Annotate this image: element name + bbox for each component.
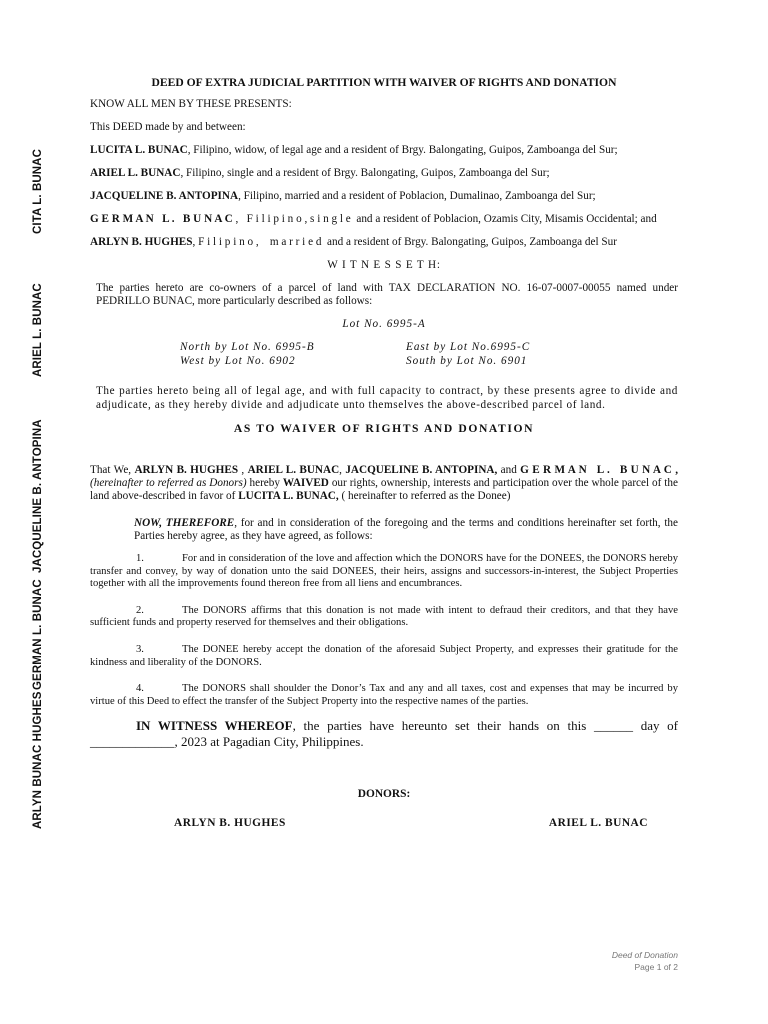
waiver-text: our rights, ownership, interests and participation over the whole parcel of the land above-described in favor of: [90, 477, 681, 502]
document-title: DEED OF EXTRA JUDICIAL PARTITION WITH WAIVER OF RIGHTS AND DONATION: [151, 76, 617, 89]
lot-heading: Lot No. 6995-A: [342, 318, 426, 330]
side-name-german: GERMAN L. BUNAC: [32, 579, 44, 690]
footer-page-number: Page 1 of 2: [634, 962, 678, 972]
lot-east: East by Lot No.6995-C: [406, 341, 531, 353]
waiver-donors-note: (hereinafter to referred as Donors): [90, 477, 247, 489]
waiver-donee-name: LUCITA L. BUNAC,: [238, 490, 339, 502]
signatories-row: [90, 817, 678, 830]
clause-text: The DONORS shall shoulder the Donor’s Tax and any and all taxes, cost and expenses that may be incurred by virtue of this Deed to effect the transfer of the Subject Property into the respective names of the parties.: [90, 683, 678, 707]
in-witness-lead: IN WITNESS WHEREOF: [136, 718, 293, 734]
waiver-name: ARIEL L. BUNAC: [247, 464, 340, 476]
waiver-heading: AS TO WAIVER OF RIGHTS AND DONATION: [233, 422, 535, 435]
party-name: JACQUELINE B. ANTOPINA: [90, 190, 239, 202]
waiver-paragraph: [90, 451, 681, 503]
waiver-text: hereby: [246, 477, 283, 489]
in-witness-paragraph: [90, 718, 678, 750]
party-ariel: [90, 167, 678, 180]
side-name-ariel: ARIEL L. BUNAC: [32, 283, 44, 377]
waiver-text: ( hereinafter to referred as the Donee): [338, 490, 511, 502]
clause-text: The DONORS affirms that this donation is not made with intent to defraud their creditors, and that they have sufficient funds and property reserved for themselves and their obligations.: [90, 604, 678, 629]
party-desc: , Filipino, married and a resident of Poblacion, Dumalinao, Zamboanga del Sur;: [238, 190, 596, 202]
coowners-paragraph: The parties hereto are co-owners of a parcel of land with TAX DECLARATION NO. 16-07-0007-00055 named under PEDRILLO BUNAC, more particularly described as follows:: [96, 282, 678, 307]
this-deed-line: This DEED made by and between:: [90, 121, 246, 133]
witnesseth-heading: W I T N E S S E T H:: [327, 259, 441, 271]
party-lucita: [90, 144, 678, 157]
divide-paragraph: The parties hereto being all of legal age, and with full capacity to contract, by these presents agree to divide and adjudicate, as they hereby divide and adjudicate unto themselves the above-described parcel of land.: [96, 385, 678, 411]
document-body: [90, 76, 681, 830]
party-name: ARIEL L. BUNAC: [90, 167, 181, 179]
clause-1: [90, 553, 678, 591]
now-therefore-lead: NOW, THEREFORE: [134, 517, 235, 529]
footer-doc-title: Deed of Donation: [611, 950, 678, 960]
in-witness-text: , the parties have hereunto set their hands on this ______ day of _____________, 2023 at Pagadian City, Philippines.: [90, 718, 679, 750]
side-name-arlyn: ARLYN BUNAC HUGHES: [32, 691, 44, 829]
clause-text: For and in consideration of the love and affection which the DONORS have for the DONEES, the DONORS hereby transfer and convey, by way of donation unto the said DONEES, their heirs, assigns and successors-in-interest, the Subject Properties together with all the improvements found thereon free from all liens and encumbrances.: [90, 553, 678, 590]
waiver-waived: WAIVED: [282, 477, 329, 489]
waiver-name: G E R M A N L . B U N A C ,: [520, 464, 678, 476]
party-jacqueline: [90, 190, 678, 203]
side-name-jacqueline: JACQUELINE B. ANTOPINA: [32, 419, 44, 573]
waiver-text: ,: [339, 464, 346, 476]
waiver-text: and: [497, 464, 521, 476]
waiver-text: That We,: [90, 464, 135, 476]
clause-number: 2.: [136, 604, 144, 616]
lot-south: South by Lot No. 6901: [406, 355, 528, 367]
waiver-name: JACQUELINE B. ANTOPINA,: [345, 464, 498, 476]
party-desc: , Filipino, single and a resident of Brgy. Balongating, Guipos, Zamboanga del Sur;: [180, 167, 550, 179]
party-desc: and a resident of Poblacion, Ozamis City, Misamis Occidental; and: [353, 213, 657, 225]
clause-number: 3.: [136, 643, 144, 655]
signatory-arlyn: ARLYN B. HUGHES: [174, 817, 286, 830]
clause-2: [90, 605, 678, 630]
page-footer: [612, 949, 678, 973]
lot-boundaries: [180, 341, 678, 368]
know-all-line: KNOW ALL MEN BY THESE PRESENTS:: [90, 98, 292, 110]
lot-west: West by Lot No. 6902: [180, 355, 296, 367]
party-desc-spaced: , F i l i p i n o , s i n g l e: [232, 213, 354, 225]
signatory-ariel: ARIEL L. BUNAC: [548, 817, 648, 830]
waiver-name: ARLYN B. HUGHES: [134, 464, 239, 476]
party-german: [90, 213, 678, 226]
clause-text: The DONEE hereby accept the donation of the aforesaid Subject Property, and expresses their gratitude for the kindness and liberality of the DONORS.: [90, 643, 678, 668]
waiver-text: [678, 464, 681, 476]
waiver-text: ,: [238, 464, 248, 476]
clause-number: 4.: [136, 683, 144, 695]
party-arlyn: [90, 236, 678, 249]
party-desc: and a resident of Brgy. Balongating, Guipos, Zamboanga del Sur: [324, 236, 617, 248]
clause-number: 1.: [136, 553, 144, 564]
donors-heading: DONORS:: [357, 788, 411, 801]
clause-3: [90, 644, 678, 669]
side-name-lucita: CITA L. BUNAC: [32, 149, 44, 234]
now-therefore-text: , for and in consideration of the foregoing and the terms and conditions hereinafter set forth, the Parties hereby agree, as they have agreed, as follows:: [134, 517, 678, 542]
lot-north: North by Lot No. 6995-B: [180, 341, 315, 353]
now-therefore-paragraph: [134, 517, 678, 543]
party-name: LUCITA L. BUNAC: [90, 144, 188, 156]
party-name: G E R M A N L . B U N A C: [90, 213, 233, 225]
party-name: ARLYN B. HUGHES: [90, 236, 193, 248]
party-desc: , Filipino, widow, of legal age and a resident of Brgy. Balongating, Guipos, Zamboanga del Sur;: [187, 144, 618, 156]
party-desc-spaced: , F i l i p i n o , m a r r i e d: [192, 236, 325, 248]
clause-4: [90, 683, 678, 708]
